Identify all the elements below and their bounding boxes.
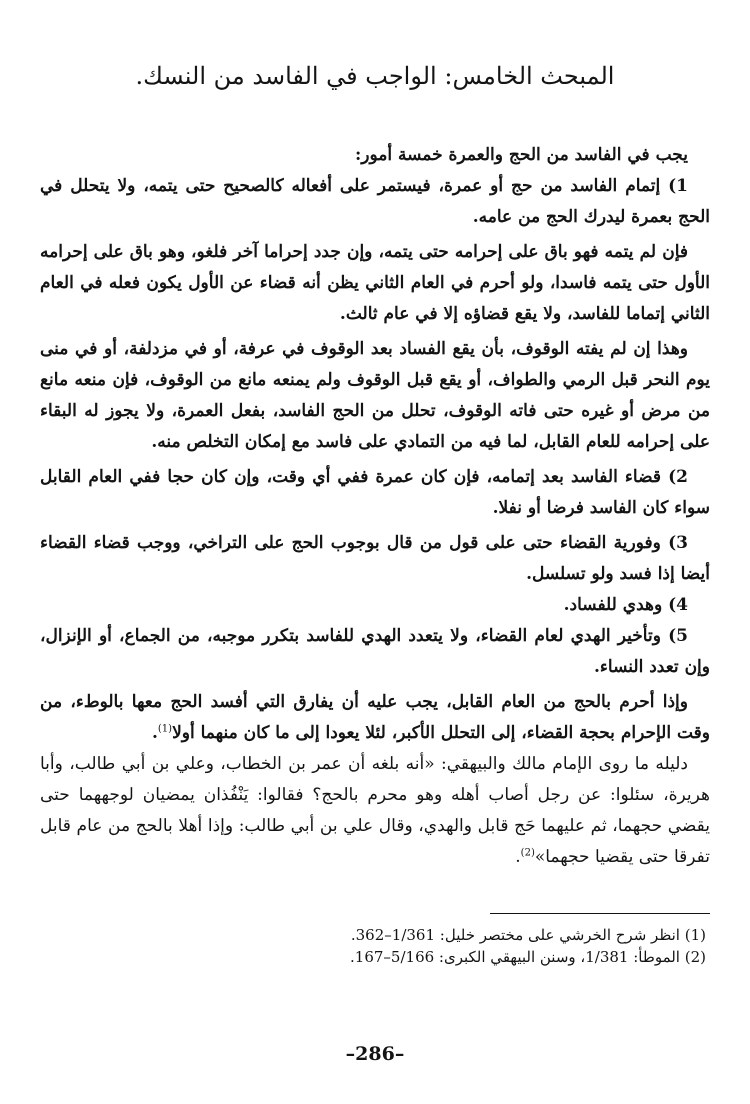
paragraph-item-1-detail: فإن لم يتمه فهو باق على إحرامه حتى يتمه، وإن جدد إحراما آخر فلغو، وهو باق على إحرامه الأول حتى يتمه فاسدا، ولو أحرم في العام الثاني يظن أنه قضاء عن الأول يكون فعله في العام الثاني إتماما للفاسد، ولا يقع قضاؤه إلا في عام ثالث. <box>40 242 710 324</box>
paragraph-intro: يجب في الفاسد من الحج والعمرة خمسة أمور: <box>354 145 688 165</box>
paragraph-separation: وإذا أحرم بالحج من العام القابل، يجب عليه أن يفارق التي أفسد الحج معها بالوطء، من وقت الإحرام بحجة القضاء، إلى التحلل الأكبر، لئلا يعودا إلى ما كان منهما أولا$^{(1)}$. <box>40 692 710 743</box>
main-text <box>40 140 710 873</box>
footnotes <box>40 924 710 968</box>
footnote-2: (2) الموطأ: 1/381، وسنن البيهقي الكبرى: 5/166–167. <box>350 948 706 966</box>
paragraph-separation-text: وإذا أحرم بالحج من العام القابل، يجب عليه أن يفارق التي أفسد الحج معها بالوطء، من وقت الإحرام بحجة القضاء، إلى التحلل الأكبر، لئلا يعودا إلى ما كان منهما أولا <box>40 692 710 743</box>
paragraph-evidence-text: دليله ما روى الإمام مالك والبيهقي: «أنه بلغه أن عمر بن الخطاب، وعلي بن أبي طالب، وأبا هريرة، سئلوا: عن رجل أصاب أهله وهو محرم بالحج؟ فقالوا: يَنْفُذان يمضيان لوجههما حتى يقضي حجهما، ثم عليهما حَج قابل والهدي، وقال علي بن أبي طالب: وإذا أهلا بالحج من عام قابل تفرقا حتى يقضيا حجهما» <box>40 754 711 867</box>
paragraph-item-5: 5) وتأخير الهدي لعام القضاء، ولا يتعدد الهدي للفاسد بتكرر موجبه، من الجماع، أو الإنزال، وإن تعدد النساء. <box>40 626 710 677</box>
footnote-divider <box>490 913 710 914</box>
footnote-mark-2: (2) <box>520 847 535 859</box>
section-title: المبحث الخامس: الواجب في الفاسد من النسك. <box>135 62 615 90</box>
page-number: –286– <box>345 1043 405 1065</box>
paragraph-item-3: 3) وفورية القضاء حتى على قول من قال بوجوب الحج على التراخي، ووجب قضاء القضاء أيضا إذا فسد ولو تسلسل. <box>40 533 710 584</box>
paragraph-item-4: 4) وهدي للفساد. <box>563 595 688 615</box>
paragraph-evidence: دليله ما روى الإمام مالك والبيهقي: «أنه بلغه أن عمر بن الخطاب، وعلي بن أبي طالب، وأبا هريرة، سئلوا: عن رجل أصاب أهله وهو محرم بالحج؟ فقالوا: يَنْفُذان يمضيان لوجههما حتى يقضي حجهما، ثم عليهما حَج قابل والهدي، وقال علي بن أبي طالب: وإذا أهلا بالحج من عام قابل تفرقا حتى يقضيا حجهما»$^{(2)}$. <box>40 754 711 867</box>
footnote-1: (1) انظر شرح الخرشي على مختصر خليل: 1/361–362. <box>350 926 706 944</box>
paragraph-item-2: 2) قضاء الفاسد بعد إتمامه، فإن كان عمرة ففي أي وقت، وإن كان حجا ففي العام القابل سواء كان الفاسد فرضا أو نفلا. <box>40 467 710 518</box>
paragraph-item-1-condition: وهذا إن لم يفته الوقوف، بأن يقع الفساد بعد الوقوف في عرفة، أو في مزدلفة، أو في منى يوم النحر قبل الرمي والطواف، أو يقع قبل الوقوف ولم يمنعه مانع من الوقوف، فإن منعه مانع من مرض أو غيره حتى فاته الوقوف، تحلل من الحج الفاسد، بفعل العمرة، ولا يجوز له البقاء على إحرامه للعام القابل، لما فيه من التمادي على فاسد مع إمكان التخلص منه. <box>40 339 710 452</box>
footnote-mark-1: (1) <box>157 723 173 735</box>
paragraph-item-1: 1) إتمام الفاسد من حج أو عمرة، فيستمر على أفعاله كالصحيح حتى يتمه، ولا يتحلل في الحج بعمرة ليدرك الحج من عامه. <box>40 176 710 227</box>
